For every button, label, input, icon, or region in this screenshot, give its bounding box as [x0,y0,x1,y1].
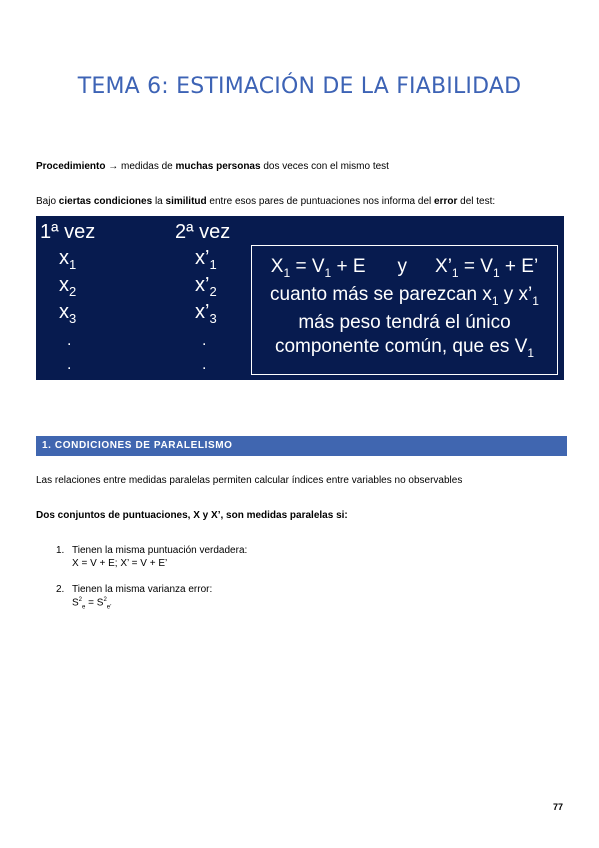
col2-dot-2: . [202,356,207,373]
var-s1: S [72,597,79,609]
col1-dot-1: . [67,332,72,349]
eq-l2b: y x’ [498,284,533,305]
conditions-bold-1: ciertas condiciones [58,196,153,207]
eq-l4a: componente común, que es V [274,336,528,357]
col2-item-2-base: x’ [195,274,210,296]
col2-item-2 [195,274,217,299]
col1-item-2-base: x [59,274,69,296]
eq-l2b-sub: 1 [532,294,539,308]
eq-l2a: cuanto más se parezcan x [270,284,492,305]
col2-item-1-base: x’ [195,247,210,269]
col1-item-1 [59,247,76,272]
equation-line-3: más peso tendrá el único [298,312,511,333]
list-item-2-line-1: Tienen la misma varianza error: [72,584,213,595]
conditions-text-4: del test: [457,196,496,207]
col2-item-1-sub: 1 [209,257,217,272]
var-s1-sup: 2 [78,597,83,603]
col1-item-2-sub: 2 [69,284,77,299]
eq-v1: = V [290,256,325,277]
conditions-line [36,196,495,207]
col1-header: 1ª vez [40,221,96,243]
conditions-text-2: la [152,196,166,207]
col2-item-3-base: x’ [195,301,210,323]
list-item-1-line-2: X = V + E; X’ = V + E’ [72,558,168,569]
equation-line-1 [252,256,557,280]
procedure-bold: Procedimiento [36,161,106,172]
conditions-text-1: Bajo [36,196,59,207]
col1-dot-2: . [67,356,72,373]
col2-item-3-sub: 3 [209,311,217,326]
eq-l4a-sub: 1 [527,346,535,360]
col1-item-3-sub: 3 [69,311,77,326]
procedure-bold-people: muchas personas [175,161,261,172]
equation-line-2 [252,284,557,308]
col1-item-2 [59,274,76,299]
col2-item-1 [195,247,217,272]
parallel-heading: Dos conjuntos de puntuaciones, X y X’, son medidas paralelas si: [36,510,348,521]
list-item-1-number: 1. [56,545,65,556]
eq-xp1-sub: 1 [451,266,459,280]
section-title: 1. CONDICIONES DE PARALELISMO [42,440,233,451]
equation-box [251,245,558,375]
eq-v1b: = V [458,256,493,277]
list-item-1-line-1: Tienen la misma puntuación verdadera: [72,545,248,556]
section-header [36,436,567,456]
procedure-arrow-text: → medidas de [105,161,176,172]
list-item-2-line-2 [72,597,111,610]
eq-e: + E [331,256,366,277]
procedure-line [36,161,389,172]
col1-item-1-sub: 1 [69,257,77,272]
conditions-bold-3: error [434,196,458,207]
eq-y: y [397,256,408,277]
eq-v1-sub: 1 [324,266,332,280]
eq-v1b-sub: 1 [492,266,500,280]
var-s2-sup: 2 [103,597,107,603]
var-s1-sub: e [82,604,86,611]
eq-x1-sub: 1 [283,266,291,280]
col2-header: 2ª vez [175,221,231,243]
relations-text: Las relaciones entre medidas paralelas permiten calcular índices entre variables no observables [36,475,463,486]
col1-item-3-base: x [59,301,69,323]
col2-item-2-sub: 2 [209,284,217,299]
eq-xp1: X’ [435,256,452,277]
col2-item-3 [195,301,217,326]
eq-x1: X [270,256,284,277]
eq-l2a-sub: 1 [491,294,499,308]
equation-line-4 [252,336,557,360]
conditions-text-3: entre esos pares de puntuaciones nos informa del [206,196,435,207]
var-s2: = S [85,597,104,609]
page-number: 77 [552,802,563,812]
conditions-bold-2: similitud [165,196,207,207]
var-s2-sub: e’ [106,604,112,611]
list-item-2-number: 2. [56,584,65,595]
slide-box [36,216,564,380]
eq-ep: + E’ [499,256,539,277]
col1-item-3 [59,301,76,326]
page-title: TEMA 6: ESTIMACIÓN DE LA FIABILIDAD [77,74,522,99]
col2-dot-1: . [202,332,207,349]
procedure-rest: dos veces con el mismo test [260,161,389,172]
col1-item-1-base: x [59,247,69,269]
